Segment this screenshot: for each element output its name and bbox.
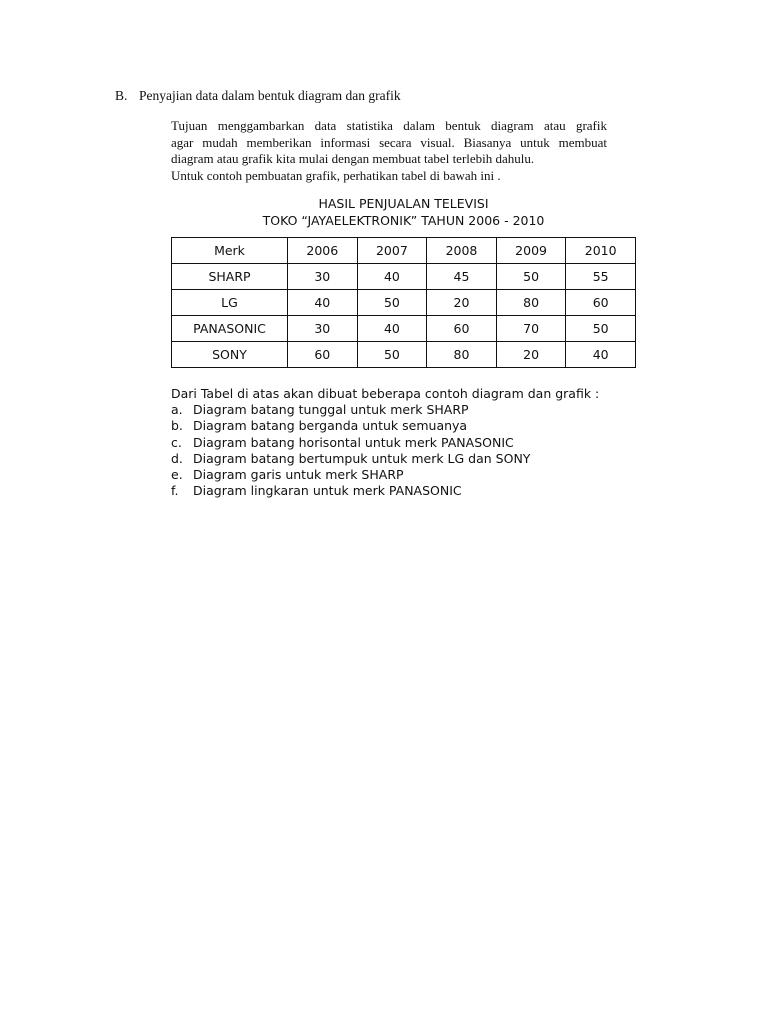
list-item-key: d. — [171, 450, 183, 466]
value-cell: 50 — [357, 290, 427, 316]
list-item-text: Diagram batang berganda untuk semuanya — [193, 418, 468, 434]
header-cell: 2008 — [427, 238, 497, 264]
table-row — [172, 290, 636, 316]
value-cell: 80 — [496, 290, 566, 316]
intro-line: Tujuan menggambarkan data statistika dalam bentuk diagram atau grafik — [171, 118, 607, 133]
brand-cell: SHARP — [172, 264, 288, 290]
table-row — [172, 264, 636, 290]
value-cell: 50 — [357, 342, 427, 368]
value-cell: 60 — [566, 290, 636, 316]
section-letter: B. — [115, 88, 128, 103]
value-cell: 50 — [496, 264, 566, 290]
value-cell: 60 — [427, 316, 497, 342]
table-header-row — [172, 238, 636, 264]
value-cell: 20 — [427, 290, 497, 316]
header-cell: 2010 — [566, 238, 636, 264]
brand-cell: PANASONIC — [172, 316, 288, 342]
value-cell: 30 — [288, 316, 358, 342]
list-item-key: b. — [171, 418, 183, 434]
list-item — [171, 451, 631, 467]
header-cell: Merk — [172, 238, 288, 264]
list-item-text: Diagram batang bertumpuk untuk merk LG dan SONY — [193, 450, 531, 466]
table-title-line-2: TOKO “JAYAELEKTRONIK” TAHUN 2006 - 2010 — [262, 213, 545, 228]
sales-table — [171, 237, 636, 368]
value-cell: 70 — [496, 316, 566, 342]
list-item-text: Diagram batang horisontal untuk merk PANASONIC — [193, 434, 514, 450]
intro-line: agar mudah memberikan informasi secara visual. Biasanya untuk membuat — [171, 134, 607, 150]
list-item-key: a. — [171, 402, 183, 418]
intro-line: Untuk contoh pembuatan grafik, perhatikan tabel di bawah ini . — [171, 167, 501, 183]
brand-cell: LG — [172, 290, 288, 316]
diagram-list — [171, 386, 631, 499]
value-cell: 55 — [566, 264, 636, 290]
value-cell: 60 — [288, 342, 358, 368]
intro-paragraph — [171, 118, 607, 184]
list-item-key: c. — [171, 434, 182, 450]
value-cell: 40 — [357, 264, 427, 290]
list-item-text: Diagram batang tunggal untuk merk SHARP — [193, 402, 469, 418]
list-item — [171, 483, 631, 499]
table-title-line-1: HASIL PENJUALAN TELEVISI — [318, 196, 489, 211]
value-cell: 50 — [566, 316, 636, 342]
value-cell: 45 — [427, 264, 497, 290]
table-row — [172, 342, 636, 368]
value-cell: 40 — [357, 316, 427, 342]
list-item — [171, 435, 631, 451]
intro-line: diagram atau grafik kita mulai dengan membuat tabel terlebih dahulu. — [171, 151, 535, 166]
section-heading — [115, 87, 401, 104]
list-item-key: e. — [171, 467, 183, 483]
section-title: Penyajian data dalam bentuk diagram dan grafik — [139, 88, 401, 103]
header-cell: 2009 — [496, 238, 566, 264]
value-cell: 20 — [496, 342, 566, 368]
list-item-text: Diagram lingkaran untuk merk PANASONIC — [193, 483, 462, 499]
brand-cell: SONY — [172, 342, 288, 368]
list-item — [171, 402, 631, 418]
list-item-text: Diagram garis untuk merk SHARP — [193, 467, 404, 483]
list-intro: Dari Tabel di atas akan dibuat beberapa contoh diagram dan grafik : — [171, 386, 600, 401]
value-cell: 80 — [427, 342, 497, 368]
value-cell: 40 — [288, 290, 358, 316]
value-cell: 30 — [288, 264, 358, 290]
list-item — [171, 467, 631, 483]
list-item — [171, 418, 631, 434]
table-title — [171, 195, 636, 229]
table-row — [172, 316, 636, 342]
list-item-key: f. — [171, 483, 179, 499]
value-cell: 40 — [566, 342, 636, 368]
header-cell: 2007 — [357, 238, 427, 264]
header-cell: 2006 — [288, 238, 358, 264]
